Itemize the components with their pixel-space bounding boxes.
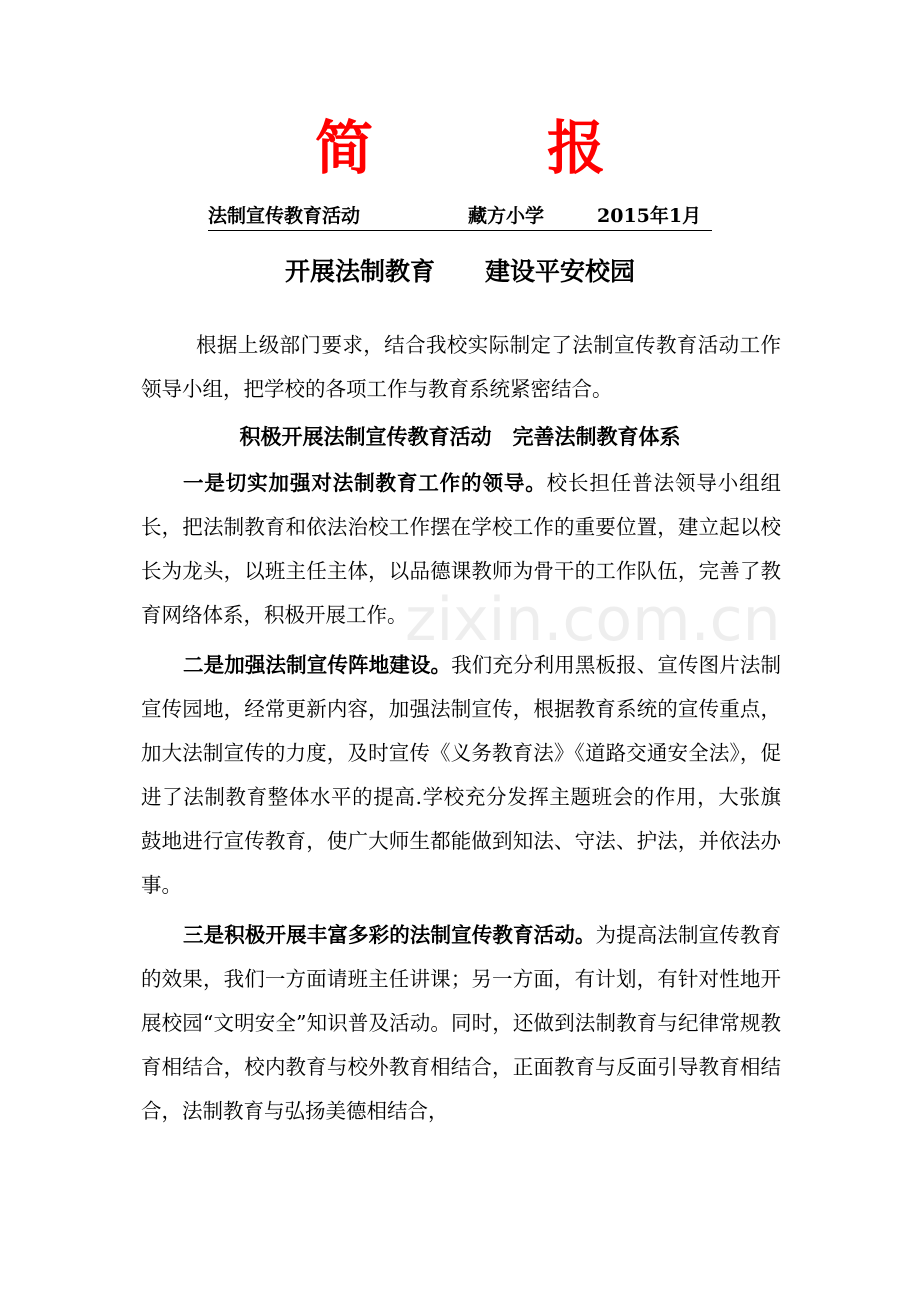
section-lead-2: 二是加强法制宣传阵地建设。 bbox=[183, 653, 452, 677]
watermark: zixin.com.cn bbox=[405, 585, 781, 655]
document-title: 简 报 bbox=[314, 114, 663, 182]
intro-paragraph: 根据上级部门要求，结合我校实际制定了法制宣传教育活动工作领导小组，把学校的各项工作与教育系统紧密结合。 bbox=[141, 333, 781, 401]
section-subheading: 积极开展法制宣传教育活动 完善法制教育体系 bbox=[239, 425, 681, 449]
document-meta-line bbox=[208, 202, 712, 231]
section-lead-3: 三是积极开展丰富多彩的法制宣传教育活动。 bbox=[183, 923, 596, 947]
meta-date: 2015年1月 bbox=[597, 205, 702, 227]
meta-activity: 法制宣传教育活动 bbox=[208, 205, 361, 227]
section-text-3: 为提高法制宣传教育的效果，我们一方面请班主任讲课；另一方面，有计划，有针对性地开展校园“文明安全”知识普及活动。同时，还做到法制教育与纪律常规教育相结合，校内教育与校外教育相结合，正面教育与反面引导教育相结合，法制教育与弘扬美德相结合， bbox=[141, 923, 781, 1123]
section-lead-1: 一是切实加强对法制教育工作的领导。 bbox=[183, 471, 547, 495]
section-text-2: 我们充分利用黑板报、宣传图片法制宣传园地，经常更新内容，加强法制宣传，根据教育系统的宣传重点，加大法制宣传的力度，及时宣传《义务教育法》《道路交通安全法》，促进了法制教育整体水平的提高.学校充分发挥主题班会的作用，大张旗鼓地进行宣传教育，使广大师生都能做到知法、守法、护法，并依法办事。 bbox=[141, 653, 781, 897]
section-text-1: 校长担任普法领导小组组长，把法制教育和依法治校工作摆在学校工作的重要位置，建立起以校长为龙头，以班主任主体，以品德课教师为骨干的工作队伍，完善了教育网络体系，积极开展工作。 bbox=[141, 471, 782, 627]
article-headline: 开展法制教育 建设平安校园 bbox=[284, 257, 635, 286]
meta-school: 藏方小学 bbox=[468, 205, 545, 227]
section-paragraph-3 bbox=[141, 913, 781, 1133]
section-paragraph-2 bbox=[141, 643, 781, 907]
